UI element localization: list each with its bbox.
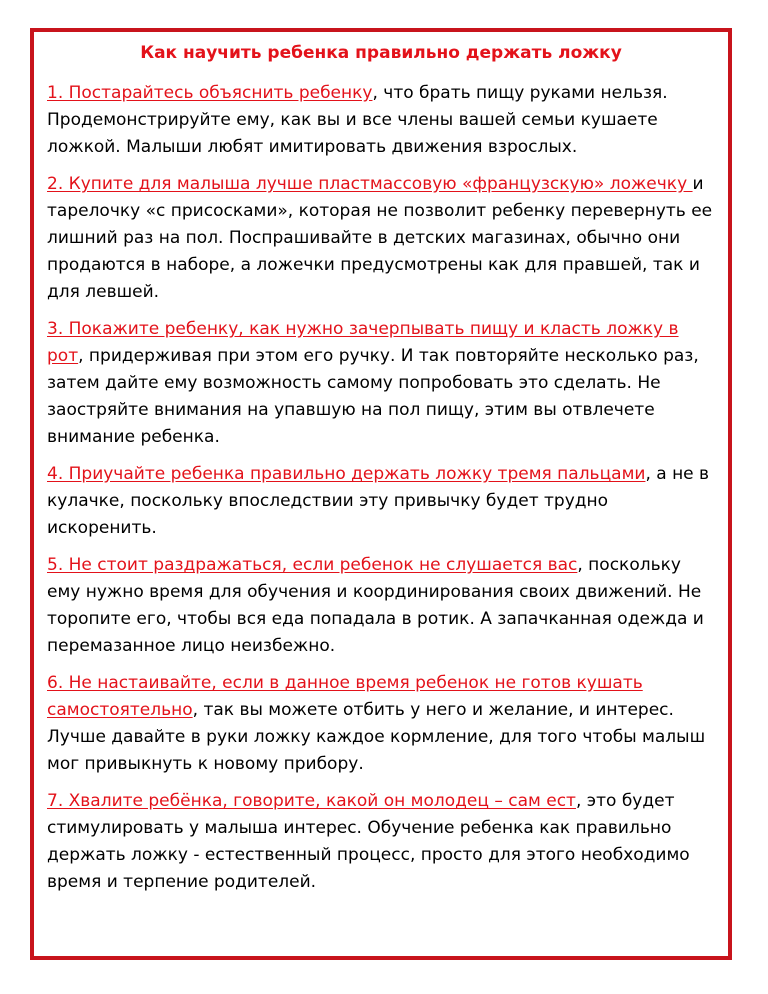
tip-6-text: , так вы можете отбить у него и желание, и интерес. Лучше давайте в руки ложку каждое кормление, для того чтобы малыш мог привыкнуть к новому прибору. <box>47 700 706 774</box>
tip-5-heading: 5. Не стоит раздражаться, если ребенок не слушается вас <box>47 555 578 575</box>
tip-paragraph-5 <box>47 552 719 660</box>
tip-6-heading: 6. Не настаивайте, если в данное время ребенок не готов кушать самостоятельно <box>47 673 643 720</box>
tip-2-heading: 2. Купите для малыша лучше пластмассовую «французскую» ложечку <box>47 174 693 194</box>
tip-5-text: , поскольку ему нужно время для обучения и координирования своих движений. Не торопите его, чтобы вся еда попадала в ротик. А запачканная одежда и перемазанное лицо неизбежно. <box>47 555 704 656</box>
tip-2-text: и тарелочку «с присосками», которая не позволит ребенку перевернуть ее лишний раз на пол. Поспрашивайте в детских магазинах, обычно они продаются в наборе, а ложечки предусмотрены как для правшей, так и для левшей. <box>47 174 713 302</box>
tip-7-text: , это будет стимулировать у малыша интерес. Обучение ребенка как правильно держать ложку - естественный процесс, просто для этого необходимо время и терпение родителей. <box>47 791 690 892</box>
tip-3-heading: 3. Покажите ребенку, как нужно зачерпывать пищу и класть ложку в рот <box>47 319 679 366</box>
tip-1-text: , что брать пищу руками нельзя. Продемонстрируйте ему, как вы и все члены вашей семьи кушаете ложкой. Малыши любят имитировать движения взрослых. <box>47 83 668 157</box>
tip-paragraph-4 <box>47 461 719 542</box>
tip-7-heading: 7. Хвалите ребёнка, говорите, какой он молодец – сам ест <box>47 791 576 811</box>
tip-paragraph-7 <box>47 788 719 896</box>
tip-4-heading: 4. Приучайте ребенка правильно держать ложку тремя пальцами <box>47 464 646 484</box>
tip-paragraph-6 <box>47 670 719 778</box>
tip-paragraph-2 <box>47 171 719 306</box>
tip-paragraph-3 <box>47 316 719 451</box>
tip-3-text: , придерживая при этом его ручку. И так повторяйте несколько раз, затем дайте ему возможность самому попробовать это сделать. Не заостряйте внимания на упавшую на пол пищу, этим вы отвлечете внимание ребенка. <box>47 346 699 447</box>
tip-1-heading: 1. Постарайтесь объяснить ребенку <box>47 83 373 103</box>
page-title: Как научить ребенка правильно держать ложку <box>140 43 622 63</box>
tip-paragraph-1 <box>47 80 719 161</box>
document-body <box>47 80 719 906</box>
tip-4-text: , а не в кулачке, поскольку впоследствии эту привычку будет трудно искоренить. <box>47 464 710 538</box>
